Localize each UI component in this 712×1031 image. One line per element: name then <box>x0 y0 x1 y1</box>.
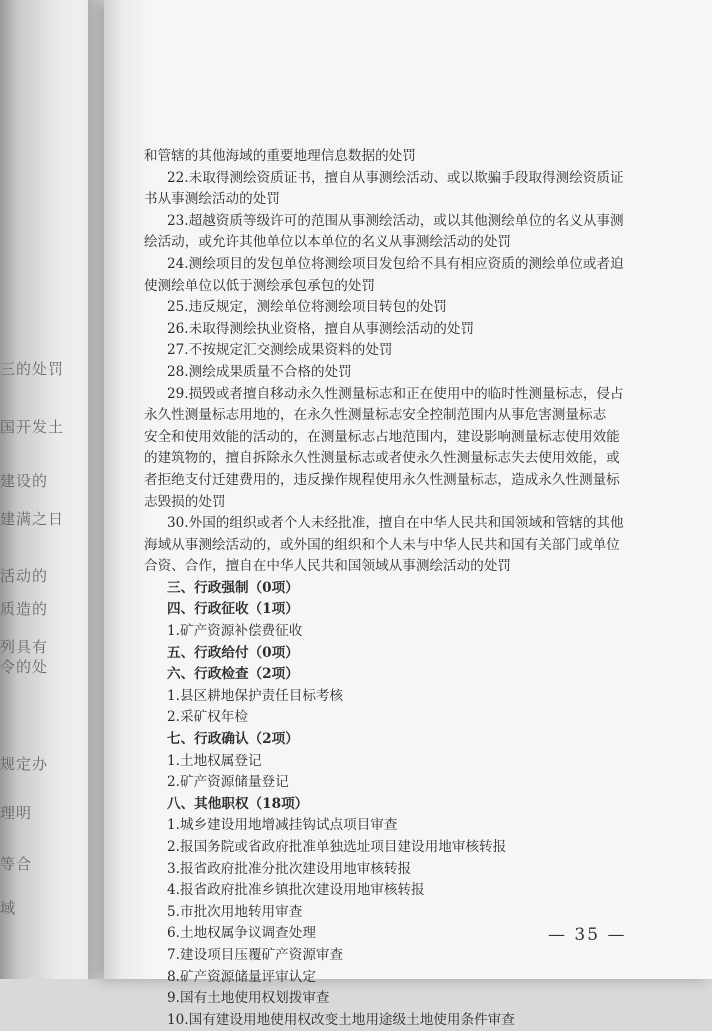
text-line: 海域从事测绘活动的，或外国的组织和个人未与中华人民共和国有关部门或单位 <box>144 536 620 553</box>
left-page-fragment: 规定办 <box>0 755 49 773</box>
list-item: 2.报国务院或省政府批准单独选址项目建设用地审核转报 <box>167 839 507 855</box>
list-item: 1.矿产资源补偿费征收 <box>167 623 303 640</box>
list-item: 3.报省政府批准分批次建设用地审核转报 <box>167 860 412 877</box>
left-page-fragment: 理明 <box>0 804 33 822</box>
text-line: 安全和使用效能的活动的，在测量标志占地范围内，建设影响测量标志使用效能 <box>144 428 620 445</box>
section-heading: 五、行政给付（0项） <box>167 644 299 661</box>
section-heading: 六、行政检查（2项） <box>167 666 299 683</box>
section-heading: 三、行政强制（0项） <box>167 579 299 596</box>
list-item: 1.城乡建设用地增减挂钩试点项目审查 <box>167 817 398 834</box>
left-page-fragment: 建设的 <box>0 472 49 490</box>
text-line: 27.不按规定汇交测绘成果资料的处罚 <box>167 342 393 359</box>
text-line: 书从事测绘活动的处罚 <box>144 191 280 208</box>
text-line: 合资、合作，擅自在中华人民共和国领域从事测绘活动的处罚 <box>144 558 512 575</box>
text-line: 和管辖的其他海域的重要地理信息数据的处罚 <box>144 148 416 164</box>
list-item: 1.县区耕地保护责任目标考核 <box>167 687 344 704</box>
page-number: — 35 — <box>548 925 627 945</box>
list-item: 4.报省政府批准乡镇批次建设用地审核转报 <box>167 882 425 899</box>
text-line: 永久性测量标志用地的，在永久性测量标志安全控制范围内从事危害测量标志 <box>144 407 607 424</box>
text-line: 者拒绝支付迁建费用的，违反操作规程使用永久性测量标志，造成永久性测量标 <box>144 471 620 488</box>
left-page-fragment: 活动的 <box>0 567 49 585</box>
list-item: 2.采矿权年检 <box>167 709 248 726</box>
left-page-fragment: 列具有 <box>0 638 49 656</box>
list-item: 1.土地权属登记 <box>167 752 262 769</box>
list-item: 5.市批次用地转用审查 <box>167 903 303 920</box>
page-body-text <box>144 146 644 1031</box>
left-page-fragment: 三的处罚 <box>0 360 65 378</box>
section-heading: 四、行政征收（1项） <box>167 601 299 618</box>
list-item: 9.国有土地使用权划拨审查 <box>167 990 330 1007</box>
left-page-fragment: 国开发土 <box>0 418 65 436</box>
text-line: 23.超越资质等级许可的范围从事测绘活动，或以其他测绘单位的名义从事测 <box>167 212 624 229</box>
left-page-fragment: 域 <box>0 899 17 917</box>
text-line: 使测绘单位以低于测绘承包承包的处罚 <box>144 277 376 294</box>
text-line: 22.未取得测绘资质证书，擅自从事测绘活动、或以欺骗手段取得测绘资质证 <box>167 169 624 186</box>
text-line: 绘活动，或允许其他单位以本单位的名义从事测绘活动的处罚 <box>144 234 512 251</box>
text-line: 24.测绘项目的发包单位将测绘项目发包给不具有相应资质的测绘单位或者迫 <box>167 255 624 272</box>
left-page-fragment: 等合 <box>0 855 33 873</box>
left-page-fragment: 质造的 <box>0 600 49 618</box>
list-item: 6.土地权属争议调查处理 <box>167 925 316 942</box>
left-page-fragment: 令的处 <box>0 658 49 676</box>
text-line: 28.测绘成果质量不合格的处罚 <box>167 363 352 380</box>
section-heading: 八、其他职权（18项） <box>167 795 309 812</box>
section-heading: 七、行政确认（2项） <box>167 731 299 748</box>
list-item: 10.国有建设用地使用权改变土地用途级土地使用条件审查 <box>167 1011 515 1028</box>
text-line: 志毁损的处罚 <box>144 493 226 510</box>
text-line: 的建筑物的，擅自拆除永久性测量标志或者使永久性测量标志失去使用效能，或 <box>144 450 620 467</box>
list-item: 8.矿产资源储量评审认定 <box>167 968 316 985</box>
text-line: 29.损毁或者擅自移动永久性测量标志和正在使用中的临时性测量标志，侵占 <box>167 385 624 402</box>
text-line: 25.违反规定，测绘单位将测绘项目转包的处罚 <box>167 299 447 316</box>
text-line: 26.未取得测绘执业资格，擅自从事测绘活动的处罚 <box>167 320 475 337</box>
text-line: 30.外国的组织或者个人未经批准，擅自在中华人民共和国领域和管辖的其他 <box>167 515 624 532</box>
left-page-fragment: 建满之日 <box>0 510 65 528</box>
list-item: 7.建设项目压覆矿产资源审查 <box>167 946 344 963</box>
list-item: 2.矿产资源储量登记 <box>167 774 289 791</box>
